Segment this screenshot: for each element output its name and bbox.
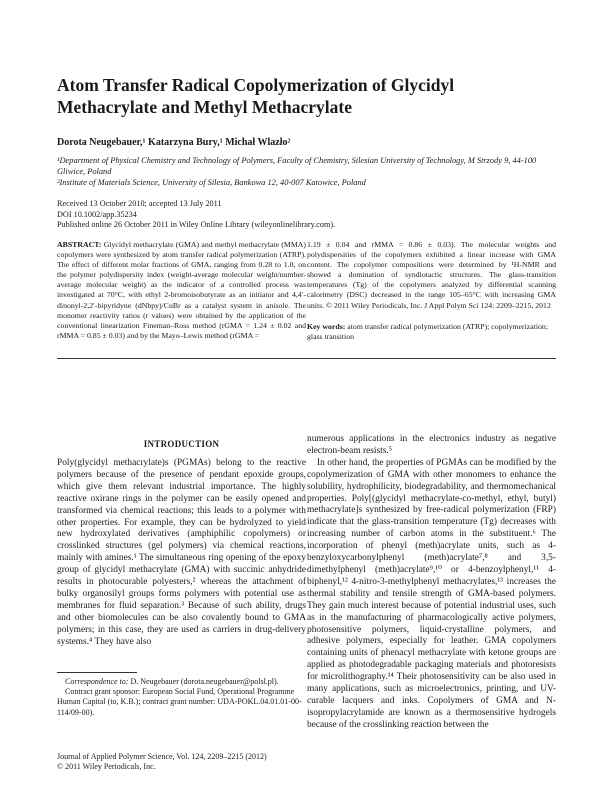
footnote-divider <box>57 672 137 673</box>
published-online: Published online 26 October 2011 in Wiley Online Library (wileyonlinelibrary.com). <box>57 220 336 229</box>
intro-paragraph-continued: numerous applications in the electronics industry as negative electron-beam resists.⁵ <box>307 434 556 456</box>
intro-paragraph: Poly(glycidyl methacrylate)s (PGMAs) belong to the reactive polymers because of the presence of pendant epoxide groups, which give them relevant industrial importance. The highly reactive oxirane rings in the polymer can be easily opened and transformed via chemical reactions; this leads to a polymer with other properties. For example, they can be hydrolyzed to yield new hydroxylated derivatives (amphiphilic copolymers) or crosslinked structures (gel polymers) via chemical reactions, mainly with amines.¹ The simultaneous ring opening of the epoxy group of glycidyl methacrylate (GMA) with succinic anhydride results in photocurable polyesters,² whereas the attachment of bulky organosilyl groups forms polymers with potential use as membranes for fluid separation.³ Because of such ability, drugs and other biomolecules can be also covalently bound to GMA polymers; in this case, they are used as carriers in drug-delivery systems.⁴ They have also <box>57 458 306 647</box>
correspondence-text: D. Neugebauer (dorota.neugebauer@polsl.pl). <box>130 677 279 686</box>
affiliation-2: ²Institute of Materials Science, University of Silesia, Bankowa 12, 40-007 Katowice, Poland <box>57 178 366 187</box>
affiliation-1: ¹Department of Physical Chemistry and Technology of Polymers, Faculty of Chemistry, Silesian University of Technology, M Strzody 9, 44-100 Gliwice, Poland <box>57 156 537 176</box>
author-list: Dorota Neugebauer,¹ Katarzyna Bury,¹ Michał Wlazło² <box>57 137 291 148</box>
section-heading-introduction: INTRODUCTION <box>143 439 220 449</box>
abstract-left <box>57 240 306 341</box>
journal-info <box>57 752 306 772</box>
correspondence-note <box>57 677 306 687</box>
intro-paragraph-copolymers: In other hand, the properties of PGMAs can be modified by the copolymerization of GMA with other monomers to enhance the solubility, hydrophilicity, biodegradability, and thermomechanical properties. Poly[(glycidyl methacrylate-co-methyl, ethyl, butyl) methacrylate]s synthesized by free-radical polymerization (FRP) indicate that the glass-transition temperature (Tg) decreases with increasing number of carbon atoms in the substituent.⁶ The incorporation of phenyl (meth)acrylate units, such as 4-benzyloxycarbonylphenyl (meth)acrylate⁷,⁸ and 3,5-dimethylphenyl (meth)acrylate⁹,¹⁰ or 4-benzoylphenyl,¹¹ 4-biphenyl,¹² 4-nitro-3-methylphenyl methacrylates,¹³ increases the thermal stability and tensile strength of GMA-based polymers. They gain much interest because of potential industrial uses, such as in the manufacturing of pharmacologically active polymers, photosensitive polymers, liquid-crystalline polymers, and adhesive polymers, especially for leather. GMA copolymers containing units of phenacyl methacrylate with ketone groups are applied as photodegradable packaging materials and photoresists for microlithography.¹⁴ Their photosensitivity can be also used in many applications, such as microelectronics, printing, and UV-curable lacquers and inks. Copolymers of GMA and N-isopropylacrylamide are known as a thermosensitive hydrogels because of the crosslinking reaction between the <box>307 457 556 730</box>
intro-column-right <box>307 434 556 732</box>
correspondence-label: Correspondence to: <box>65 677 129 686</box>
journal-citation: Journal of Applied Polymer Science, Vol. 124, 2209–2215 (2012) <box>57 752 267 761</box>
abstract-divider <box>57 358 556 359</box>
grant-note: Contract grant sponsor: European Social Fund, Operational Programme Human Capital (to, K.B.); contract grant number: UDA-POKL.04.01.01-00-114/09-00). <box>57 687 302 717</box>
doi: DOI 10.1002/app.35234 <box>57 209 137 219</box>
copyright-line: © 2011 Wiley Periodicals, Inc. <box>57 762 156 772</box>
abstract-text-left: Glycidyl methacrylate (GMA) and methyl methacrylate (MMA) copolymers were synthesized by atom transfer radical polymerization (ATRP). The effect of different molar fractions of GMA, ranging from 0.28 to 1.0, on the polymer polydispersity index (weight-average molecular weight/number-average molecular weight) as the indicator of a controlled process was investigated at 70°C, with ethyl 2-bromoisobutyrate as an initiator and 4,4′-dinonyl-2,2′-bipyridyne (dNbpy)/CuBr as a catalyst system in anisole. The monomer reactivity ratios (r values) were obtained by the application of the conventional linearization Fineman–Ross method (rGMA = 1.24 ± 0.02 and rMMA = 0.85 ± 0.03) and by the Mayo–Lewis method (rGMA = <box>57 240 306 340</box>
keywords-text: atom transfer radical polymerization (ATRP); copolymerization; glass transition <box>307 322 549 342</box>
received-date: Received 13 October 2010; accepted 13 July 2011 <box>57 199 222 208</box>
publication-dates <box>57 199 335 231</box>
paper-title: Atom Transfer Radical Copolymerization of Glycidyl Methacrylate and Methyl Methacrylate <box>57 75 455 117</box>
keywords <box>307 322 556 342</box>
abstract-label: ABSTRACT: <box>57 240 102 249</box>
abstract-right: 1.19 ± 0.04 and rMMA = 0.86 ± 0.03). The molecular weights and polydispersities of the copolymers exhibited a linear increase with GMA content. The copolymer compositions were determined by ¹H-NMR and showed a domination of syndiotactic structures. The glass-transition temperatures (Tg) of the copolymers analyzed by differential scanning calorimetry (DSC) decreased in the range 105–65°C with increasing GMA units. © 2011 Wiley Periodicals, Inc. J Appl Polym Sci 124: 2209–2215, 2012 <box>307 240 556 310</box>
footnotes <box>57 677 306 718</box>
keywords-label: Key words: <box>307 322 346 331</box>
intro-column-left <box>57 458 306 649</box>
